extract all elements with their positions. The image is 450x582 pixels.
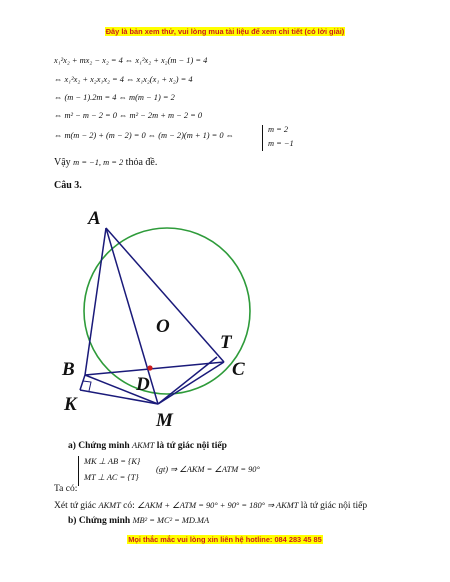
segment-CM [158, 362, 224, 404]
figure-lines [80, 228, 224, 404]
label-T: T [220, 332, 232, 353]
bracket-symbol [262, 125, 266, 151]
part-a-heading [68, 441, 227, 451]
question-heading: Câu 3. [54, 180, 82, 191]
part-a-conclusion [54, 500, 367, 511]
brace-symbol [78, 456, 82, 486]
segment-MT [158, 357, 217, 404]
label-O: O [156, 316, 170, 337]
label-D: D [136, 374, 150, 395]
given-result: (gt) ⇒ ∠AKM = ∠ATM = 90° [156, 465, 260, 474]
xet-prefix: Xét tứ giác [54, 501, 97, 511]
geometry-figure [60, 200, 270, 432]
xet-middle: có: [123, 501, 135, 511]
part-b-heading [68, 516, 209, 526]
preview-banner [0, 27, 450, 36]
label-K: K [64, 394, 77, 415]
solution-line-3: ⇔ (m − 1).2m = 4 ⇔ m(m − 1) = 2 [54, 93, 175, 102]
label-C: C [232, 359, 245, 380]
solution-line-2: ⇔ x₁²x₂ + x₂x₁x₂ = 4 ⇔ x₁x₂(x₁ + x₂) = 4 [54, 75, 193, 84]
hotline-banner [0, 535, 450, 544]
segment-AM [106, 228, 158, 404]
right-angle-marker [83, 381, 91, 391]
given-row-2: MT ⊥ AC = {T} [84, 473, 139, 482]
conclusion-prefix: Vậy [54, 157, 71, 168]
solution-cases-brace [262, 125, 322, 151]
part-a-title-suffix: là tứ giác nội tiếp [156, 441, 227, 451]
case-1: m = 2 [268, 125, 289, 134]
xet-suffix: là tứ giác nội tiếp [300, 501, 368, 511]
solution-line-4: ⇔ m² − m − 2 = 0 ⇔ m² − 2m + m − 2 = 0 [54, 111, 203, 120]
ta-co-label: Ta có: [54, 484, 78, 494]
case-2: m = −1 [268, 139, 294, 148]
part-a-title: a) Chứng minh [68, 441, 130, 451]
part-a-object: AKMT [132, 441, 155, 450]
part-b-title: b) Chứng minh [68, 516, 131, 526]
xet-math: ∠AKM + ∠ATM = 90° + 90° = 180° ⇒ AKMT [137, 501, 299, 510]
solution-line-5: ⇔ m(m − 2) + (m − 2) = 0 ⇔ (m − 2)(m + 1) = 0 ⇔ [54, 131, 235, 140]
circumcircle [84, 228, 250, 394]
given-row-1: MK ⊥ AB = {K} [84, 457, 141, 466]
solution-line-1: x₁²x₂ + mx₂ − x₂ = 4 ⇔ x₁²x₂ + x₂(m − 1) = 4 [54, 56, 208, 65]
part-b-math: MB² = MC² = MD.MA [132, 516, 210, 525]
label-B: B [62, 359, 75, 380]
point-D [147, 365, 152, 370]
label-M: M [156, 410, 173, 431]
segment-KB [80, 375, 85, 390]
given-system [78, 456, 298, 486]
conclusion-line [54, 157, 157, 168]
label-A: A [88, 208, 101, 229]
conclusion-suffix: thỏa đề. [125, 157, 158, 168]
xet-object: AKMT [98, 501, 121, 510]
preview-banner-text: Đây là bản xem thử, vui lòng mua tài liệu để xem chi tiết (có lời giải) [105, 27, 345, 36]
conclusion-values: m = −1, m = 2 [73, 158, 124, 167]
segment-AC [106, 228, 224, 362]
hotline-banner-text: Mọi thắc mắc vui lòng xin liên hệ hotline: 084 283 45 85 [128, 535, 322, 544]
